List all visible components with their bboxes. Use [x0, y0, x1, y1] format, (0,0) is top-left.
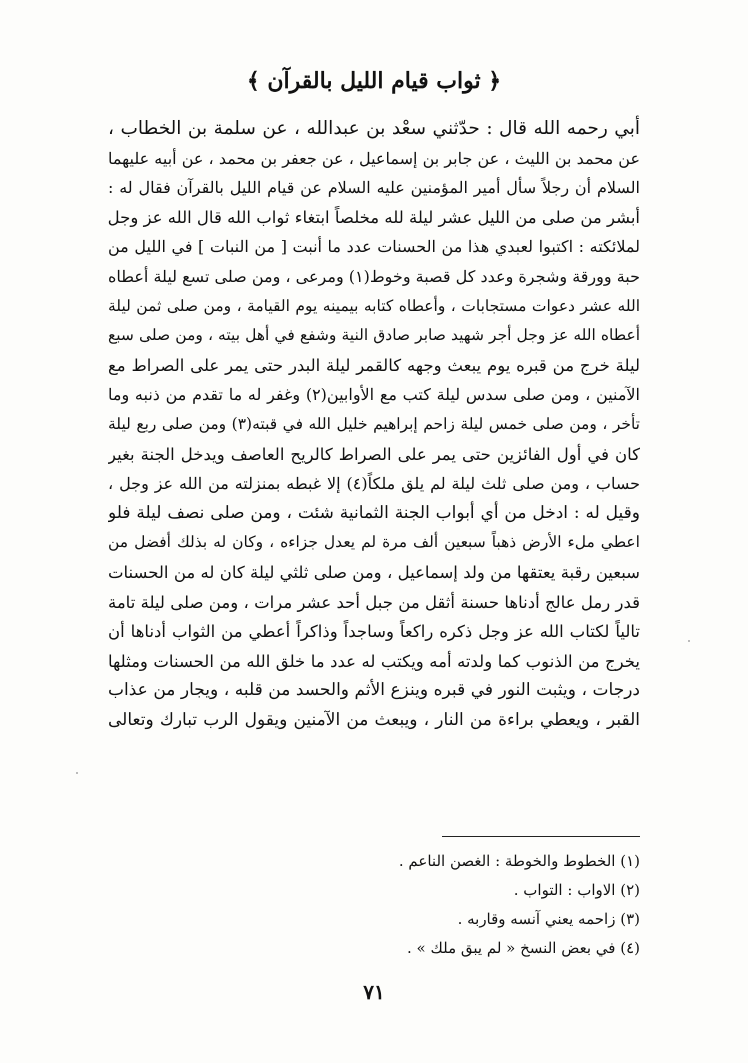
body-line: كان في أول الفائزين حتى يمر على الصراط كالريح العاصف ويدخل الجنة بغير: [108, 444, 640, 464]
footnote-2: (٢) الاواب : التواب .: [513, 881, 640, 899]
footnote-divider: [442, 836, 640, 837]
scan-speck: [76, 772, 78, 774]
chapter-title: ﴿ ثواب قيام الليل بالقرآن ﴾: [246, 68, 502, 94]
body-line: عن محمد بن الليث ، عن جابر بن إسماعيل ، عن جعفر بن محمد ، عن أبيه عليهما: [108, 148, 640, 168]
scan-speck: [688, 640, 690, 642]
body-line: تأخر ، ومن صلى خمس ليلة زاحم إبراهيم خليل الله في قبته(٣) ومن صلى ربع ليلة: [108, 414, 640, 433]
body-line: يخرج من الذنوب كما ولدته أمه ويكتب له عدد ما خلق الله من الحسنات ومثلها: [108, 651, 640, 671]
footnote-1: (١) الخطوط والخوطة : الغصن الناعم .: [398, 852, 640, 870]
body-line: حبة وورقة وشجرة وعدد كل قصبة وخوط(١) ومرعى ، ومن صلى تسع ليلة أعطاه: [108, 266, 640, 286]
body-line: اعطي ملء الأرض ذهباً سبعين ألف مرة لم يعدل جزاءه ، وكان له بذلك أفضل من: [108, 533, 640, 552]
footnote-3: (٣) زاحمه يعني آنسه وقاربه .: [457, 910, 640, 928]
body-line: الآمنين ، ومن صلى سدس ليلة كتب مع الأوابين(٢) وغفر له ما تقدم من ذنبه وما: [108, 385, 640, 405]
body-line: سبعين رقبة يعتقها من ولد إسماعيل ، ومن صلى ثلثي ليلة كان له من الحسنات: [108, 562, 640, 582]
footnotes: [220, 847, 640, 963]
footnote-4: (٤) في بعض النسخ « لم يبق ملك » .: [406, 939, 640, 957]
body-line: أبي رحمه الله قال : حدّثني سعْد بن عبدالله ، عن سلمة بن الخطاب ،: [108, 118, 640, 139]
body-text: [108, 114, 640, 735]
body-line: القبر ، ويعطي براءة من النار ، ويبعث من الآمنين ويقول الرب تبارك وتعالى: [108, 709, 640, 730]
page-number: ٧١: [363, 980, 385, 1004]
body-line: السلام أن رجلاً سأل أمير المؤمنين عليه السلام عن قيام الليل بالقرآن فقال له :: [108, 178, 640, 198]
body-line: أعطاه الله عز وجل أجر شهيد صابر صادق النية وشفع في أهل بيته ، ومن صلى سبع: [108, 326, 640, 345]
body-line: ليلة خرج من قبره يوم يبعث وجهه كالقمر ليلة البدر حتى يمر على الصراط مع: [108, 355, 640, 375]
body-line: درجات ، ويثبت النور في قبره وينزع الأثم والحسد من قلبه ، ويجار من عذاب: [108, 680, 640, 701]
body-line: الله عشر دعوات مستجابات ، وأعطاه كتابه بيمينه يوم القيامة ، ومن صلى ثمن ليلة: [108, 296, 640, 315]
body-line: تالياً لكتاب الله عز وجل ذكره راكعاً وساجداً وذاكراً أعطي من الثواب أدناها أن: [108, 622, 640, 642]
body-line: لملائكته : اكتبوا لعبدي هذا من الحسنات عدد ما أنبت [ من النبات ] في الليل من: [108, 237, 640, 257]
body-line: قدر رمل عالج أدناها حسنة أثقل من جبل أحد عشر مرات ، ومن صلى ليلة تامة: [108, 592, 640, 612]
body-line: أبشر من صلى من الليل عشر ليلة لله مخلصاً ابتغاء ثواب الله قال الله عز وجل: [108, 207, 640, 227]
body-line: وقيل له : ادخل من أي أبواب الجنة الثمانية شئت ، ومن صلى نصف ليلة فلو: [108, 502, 640, 523]
body-line: حساب ، ومن صلى ثلث ليلة لم يلق ملكاً(٤) إلا غبطه بمنزلته من الله عز وجل ،: [108, 474, 640, 494]
